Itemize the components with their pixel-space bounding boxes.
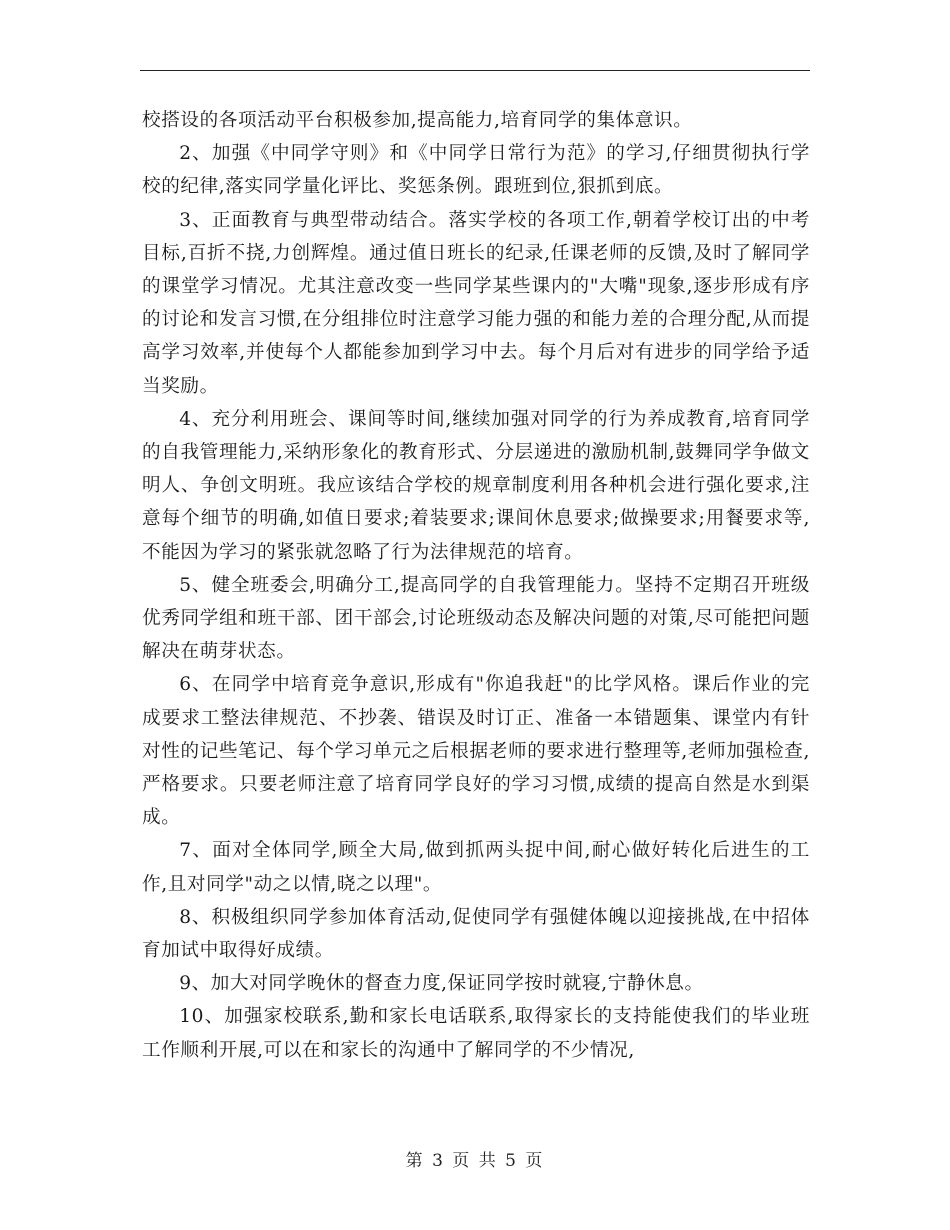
header-rule: [140, 70, 810, 71]
paragraph-item-3: 3、正面教育与典型带动结合。落实学校的各项工作,朝着学校订出的中考目标,百折不挠,力创辉煌。通过值日班长的纪录,任课老师的反馈,及时了解同学的课堂学习情况。尤其注意改变一些同学某些课内的"大嘴"现象,逐步形成有序的讨论和发言习惯,在分组排位时注意学习能力强的和能力差的合理分配,从而提高学习效率,并使每个人都能参加到学习中去。每个月后对有进步的同学给予适当奖励。: [142, 209, 810, 397]
paragraph-item-6: 6、在同学中培育竞争意识,形成有"你追我赶"的比学风格。课后作业的完成要求工整法律规范、不抄袭、错误及时订正、准备一本错题集、课堂内有针对性的记些笔记、每个学习单元之后根据老师的要求进行整理等,老师加强检查,严格要求。只要老师注意了培育同学良好的学习习惯,成绩的提高自然是水到渠成。: [142, 674, 810, 829]
paragraph-item-10: 10、加强家校联系,勤和家长电话联系,取得家长的支持能使我们的毕业班工作顺利开展,可以在和家长的沟通中了解同学的不少情况,: [142, 1006, 810, 1061]
document-body: [142, 104, 810, 1067]
paragraph-item-9: 9、加大对同学晚休的督查力度,保证同学按时就寝,宁静休息。: [179, 973, 704, 995]
paragraph-item-4: 4、充分利用班会、课间等时间,继续加强对同学的行为养成教育,培育同学的自我管理能力,采纳形象化的教育形式、分层递进的激励机制,鼓舞同学争做文明人、争创文明班。我应该结合学校的规章制度利用各种机会进行强化要求,注意每个细节的明确,如值日要求;着装要求;课间休息要求;做操要求;用餐要求等,不能因为学习的紧张就忽略了行为法律规范的培育。: [142, 408, 810, 563]
page-number-footer: 第 3 页 共 5 页: [405, 1151, 545, 1171]
paragraph-item-5: 5、健全班委会,明确分工,提高同学的自我管理能力。坚持不定期召开班级优秀同学组和班干部、团干部会,讨论班级动态及解决问题的对策,尽可能把问题解决在萌芽状态。: [142, 574, 810, 663]
paragraph-item-7: 7、面对全体同学,顾全大局,做到抓两头捉中间,耐心做好转化后进生的工作,且对同学"动之以情,晓之以理"。: [142, 840, 810, 895]
paragraph-item-2: 2、加强《中同学守则》和《中同学日常行为范》的学习,仔细贯彻执行学校的纪律,落实同学量化评比、奖惩条例。跟班到位,狠抓到底。: [142, 143, 810, 198]
paragraph-continued: 校搭设的各项活动平台积极参加,提高能力,培育同学的集体意识。: [142, 110, 693, 131]
paragraph-item-8: 8、积极组织同学参加体育活动,促使同学有强健体魄以迎接挑战,在中招体育加试中取得好成绩。: [142, 906, 810, 962]
